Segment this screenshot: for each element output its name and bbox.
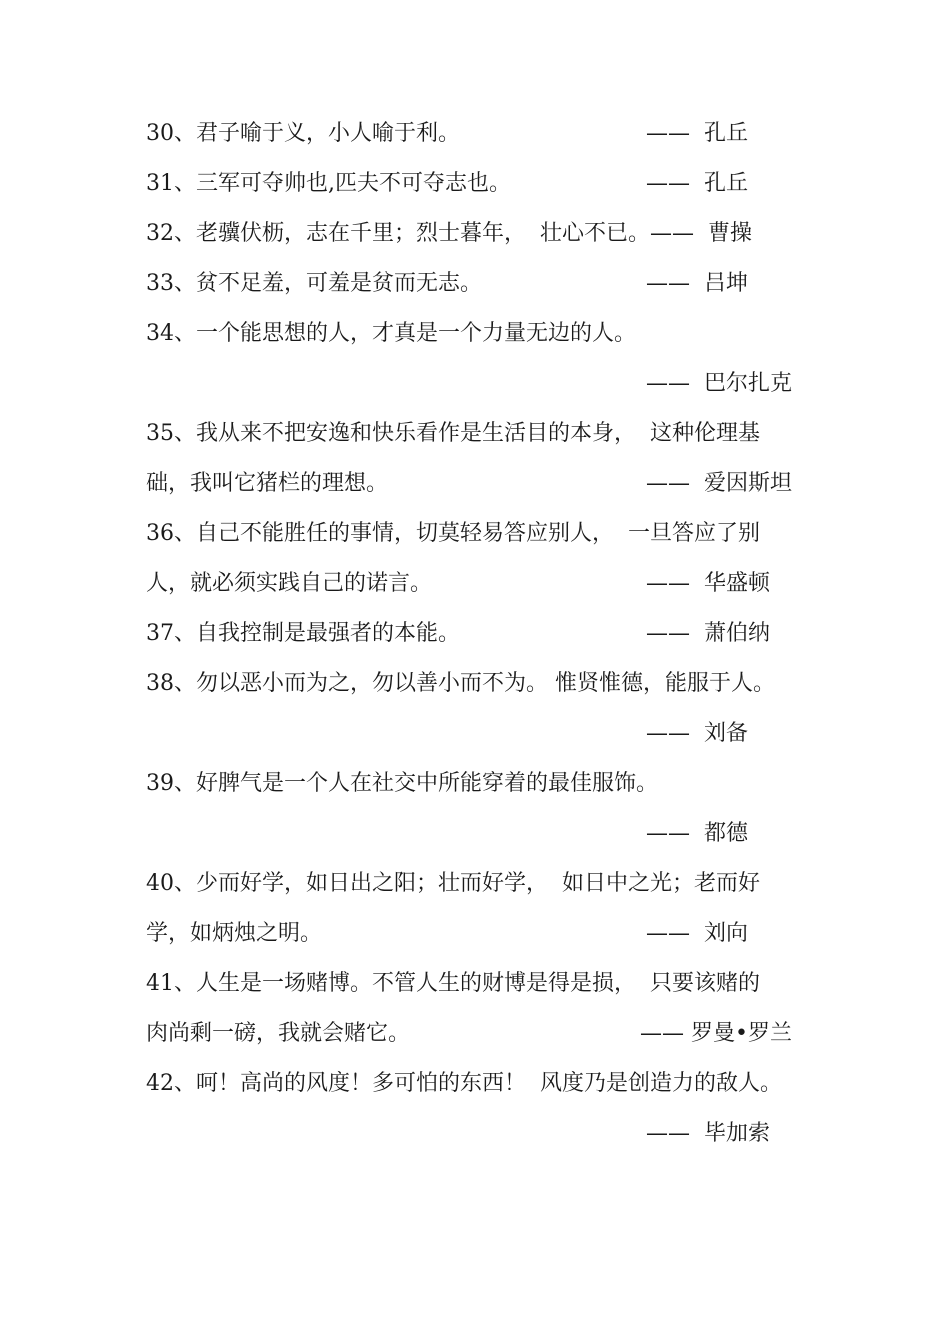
quote-35-text-cont: 础，我叫它猪栏的理想。	[146, 471, 389, 496]
quote-38-author: —— 刘备	[646, 721, 748, 746]
quote-35-author: —— 爱因斯坦	[646, 471, 792, 496]
quote-41-author: —— 罗曼•罗兰	[640, 1021, 792, 1046]
quote-31-text: 31、三军可夺帅也,匹夫不可夺志也。	[146, 171, 511, 196]
quote-32-text: 32、老骥伏枥，志在千里；烈士暮年， 壮心不已。—— 曹操	[146, 221, 752, 246]
quote-34-author: —— 巴尔扎克	[646, 371, 792, 396]
quote-40-text: 40、少而好学，如日出之阳；壮而好学， 如日中之光；老而好	[146, 871, 760, 896]
quote-33-author: —— 吕坤	[646, 271, 748, 296]
quote-31-author: —— 孔丘	[646, 171, 748, 196]
quote-35-text: 35、我从来不把安逸和快乐看作是生活目的本身， 这种伦理基	[146, 421, 760, 446]
quote-39-text: 39、好脾气是一个人在社交中所能穿着的最佳服饰。	[146, 771, 658, 796]
quote-40-author: —— 刘向	[646, 921, 748, 946]
quote-39-author: —— 都德	[646, 821, 748, 846]
quote-42-author: —— 毕加索	[646, 1121, 770, 1146]
quote-34-text: 34、一个能思想的人，才真是一个力量无边的人。	[146, 321, 636, 346]
quote-38-text: 38、勿以恶小而为之，勿以善小而不为。 惟贤惟德，能服于人。	[146, 671, 775, 696]
quote-42-text: 42、呵！高尚的风度！多可怕的东西！ 风度乃是创造力的敌人。	[146, 1071, 782, 1096]
quote-33-text: 33、贫不足羞，可羞是贫而无志。	[146, 271, 482, 296]
quote-30-author: —— 孔丘	[646, 121, 748, 146]
quote-30-text: 30、君子喻于义，小人喻于利。	[146, 121, 460, 146]
quote-41-text: 41、人生是一场赌博。不管人生的财博是得是损， 只要该赌的	[146, 971, 760, 996]
quote-40-text-cont: 学，如炳烛之明。	[146, 921, 323, 946]
quote-37-text: 37、自我控制是最强者的本能。	[146, 621, 460, 646]
quote-36-author: —— 华盛顿	[646, 571, 770, 596]
quote-36-text-cont: 人，就必须实践自己的诺言。	[146, 571, 433, 596]
quote-41-text-cont: 肉尚剩一磅，我就会赌它。	[146, 1021, 411, 1046]
quote-37-author: —— 萧伯纳	[646, 621, 770, 646]
quote-36-text: 36、自己不能胜任的事情，切莫轻易答应别人， 一旦答应了别	[146, 521, 760, 546]
